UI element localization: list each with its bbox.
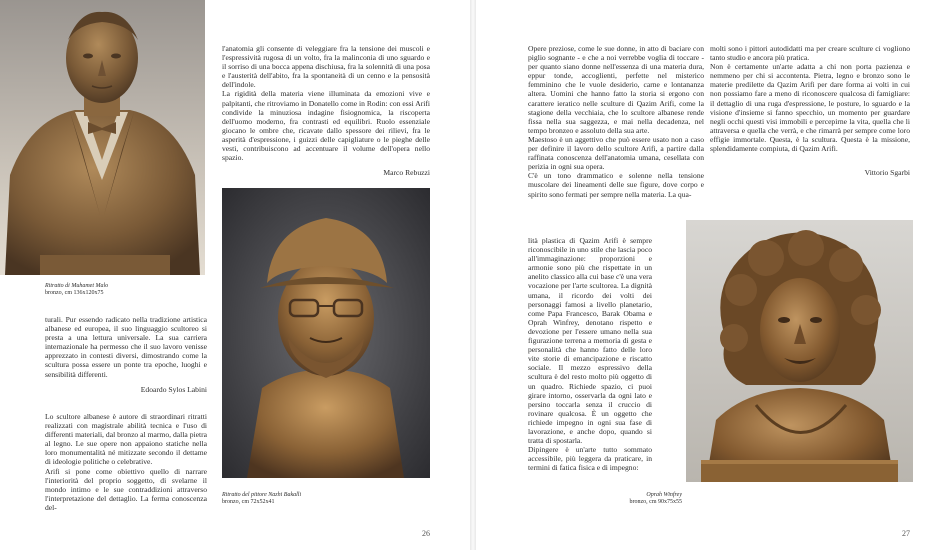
paragraph: turali. Pur essendo radicato nella tradizione artistica albanese ed europea, il suo linguaggio scultoreo si presta a una lettura universale. La sua carriera internazionale ha permesso che il suo lavoro venisse apprezzato in contesti diversi, dimostrando come la scultura possa essere un ponte tra epoche, luoghi e sensibilità differenti. [45,315,207,379]
left-col-b-text [222,44,430,162]
paragraph: molti sono i pittori autodidatti ma per creare sculture ci vogliono tanto studio e ancora più pratica. [710,44,910,63]
right-col-b-text [710,44,910,153]
photo1-caption-title: Ritratto di Muhamet Malo [45,283,109,289]
signature-sgarbi: Vittorio Sgarbi [864,168,910,177]
paragraph: La rigidità della materia viene illuminata da emozioni vive e palpitanti, che ritroviamo in Donatello come in Rodin: con essi Arifi condivide la minuziosa indagine fisiognomica, la riscoperta dell'uomo moderno, fra contrasti ed equilibri. Ruolo essenziale giocano le ombre che, ricavate dallo spessore dei rilievi, fra le asperità d'espressione, i guizzi delle capigliature o le pieghe delle vesti, contribuiscono ad accentuare il volume dell'opera nello spazio. [222,89,430,163]
photo2-caption-spec: bronzo, cm 72x52x41 [222,499,275,505]
photo1-caption [45,283,205,297]
paragraph: Dipingere è un'arte tutto sommato accessibile, più leggera da praticare, in termini di fatica fisica e di impegno: [528,445,652,473]
paragraph: lità plastica di Qazim Arifi è sempre riconoscibile in uno stile che lascia poco all'immaginazione: proporzioni e armonie sono più che rispettate in un anelito classico alla cui base c'è una vera vocazione per l'arte scultorea. La dignità umana, il ricordo dei volti dei personaggi famosi a livello planetario, come Papa Francesco, Barak Obama e Oprah Winfrey, denotano rispetto e devozione per l'essere umano nella sua figurazione terrena a memoria di gesta e personalità che hanno fatto delle loro vite storie di emancipazione e riscatto sociale. Il mezzo espressivo della scultura è del resto molto più oggetto di un quadro. Richiede spazio, ci puoi girare intorno, osservarla da ogni lato e persino toccarla senza il cruccio di rovinare qualcosa. È un oggetto che richiede impegno in ogni sua fase di lavorazione, e anche dopo, quando si tratta di spostarla. [528,236,652,446]
signature-rebuzzi: Marco Rebuzzi [383,168,430,177]
paragraph: Opere preziose, come le sue donne, in atto di baciare con piglio sognante - e che a noi verrebbe voglia di toccare - per quanto siano donne nell'essenza di una materia dura, eppur tonde, accoglienti, perfette nel misterico femminino che le vuole desiderio, carne e lontananza altera. Uomini che hanno fatto la storia si ergono con carattere ieratico nelle sculture di Qazim Arifi, come la stagione della vecchiaia, che lo scultore albanese rende fissa nella sua saggezza, e mai nella decadenza, nel tempo bronzeo e assoluto della sua arte. [528,44,704,135]
left-col-a-top [45,315,207,379]
photo1-caption-spec: bronzo, cm 136x120x75 [45,290,104,296]
photo3-caption-title: Oprah Winfrey [646,492,682,498]
paragraph: Lo scultore albanese è autore di straordinari ritratti realizzati con magistrale abilità tecnica e l'uso di differenti materiali, dal bronzo al marmo, dalla pietra al legno. Le sue opere non appaiono statiche nella loro monumentalità né mitizzate secondo il dettame di ideologie politiche o celebrative. [45,412,207,467]
bust-photo-bakalli [222,188,430,478]
paragraph: l'anatomia gli consente di veleggiare fra la tensione dei muscoli e l'espressività rugosa di un volto, fra la malinconia di uno sguardo e il sorriso di una bocca appena dischiusa, fra la solennità di una posa e l'austerità dell'abito, fra la spontaneità di un cenno e la pensosità dell'indole. [222,44,430,90]
photo3-caption-spec: bronzo, cm 90x75x55 [629,499,682,505]
paragraph: Non è certamente un'arte adatta a chi non porta pazienza e nemmeno per chi si accontenta. Pietra, legno e bronzo sono le materie predilette da Qazim Arifi per dare forma ai volti in cui non possiamo fare a meno di riconoscere qualcosa di famigliare: il dettaglio di una ruga d'espressione, le posture, lo sguardo e la visione d'insieme si fanno specchio, un momento per guardare negli occhi questi visi immobili e percepirne la vita, quella che li attraversa e quella che verrà, e che rimarrà per sempre come loro effigie immortale. Questa, è la scultura. Questa è la missione, splendidamente compiuta, di Qazim Arifi. [710,62,910,154]
right-col-a-narrow [528,236,652,472]
bust-photo-winfrey [686,220,913,482]
page-number-left: 26 [422,529,430,538]
photo2-caption [222,492,430,506]
right-page [476,0,951,550]
paragraph: Maestoso è un aggettivo che può essere usato non a caso per definire il lavoro dello scultore Arifi, a partire dalla raffinata conoscenza dell'anatomia umana, cesellata con perizia in ogni sua opera. [528,134,704,172]
paragraph: Arifi si pone come obiettivo quello di narrare l'interiorità del proprio soggetto, di svelarne il mondo intimo e le sue contraddizioni attraverso l'interpretazione del dettaglio. La ferma conoscenza del- [45,466,207,512]
paragraph: C'è un tono drammatico e solenne nella tensione muscolare dei lineamenti delle sue figure, dove corpo e spirito sono fermati per sempre nella materia. La qua- [528,171,704,199]
left-page [0,0,470,550]
right-col-a-text [528,44,704,199]
signature-labini: Edoardo Sylos Labini [140,385,207,394]
photo2-caption-title: Ritratto del pittore Nazhi Bakalli [222,492,302,498]
left-col-a-bottom [45,412,207,512]
photo3-caption [556,492,682,506]
page-number-right: 27 [902,529,910,538]
bust-photo-malo [0,0,205,275]
